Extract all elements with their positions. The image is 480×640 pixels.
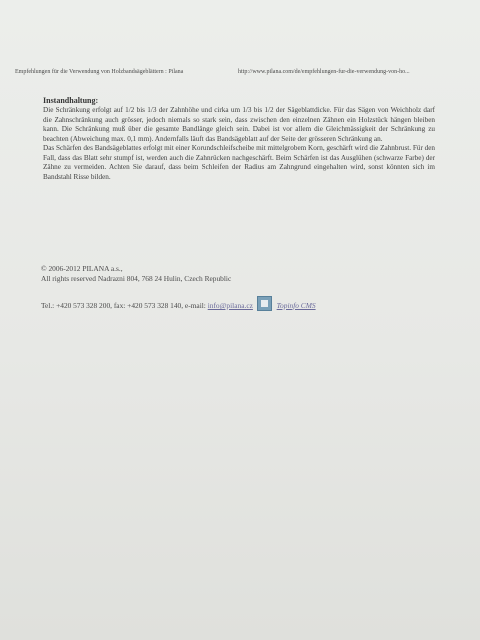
topinfo-logo-icon[interactable] <box>257 296 272 311</box>
main-content <box>43 96 435 182</box>
contact-line <box>41 296 441 311</box>
header-url: http://www.pilana.com/de/empfehlungen-fur-die-verwendung-von-ho... <box>238 69 410 75</box>
contact-text: Tel.: +420 573 328 200, fax: +420 573 328 140, e-mail: <box>41 301 206 310</box>
section-heading: Instandhaltung: <box>43 96 99 105</box>
email-link[interactable]: info@pilana.cz <box>207 301 253 310</box>
page-footer <box>41 264 441 311</box>
paragraph-sharpen: Das Schärfen des Bandsägeblattes erfolgt mit einer Korundschleifscheibe mit mittelgrobem Korn, geschärft wird die Zahnbrust. Für den Fall, dass das Blatt sehr stumpf ist, werden auch die Zahnrücken nachgeschärft. Beim Schärfen ist das Ausglühen (schwarze Farbe) der Zähne zu vermeiden. Achten Sie darauf, dass beim Schleifen der Radius am Zahngrund eingehalten wird, sonst könnten sich im Bandstahl Risse bilden. <box>43 144 436 181</box>
paragraph-set: Die Schränkung erfolgt auf 1/2 bis 1/3 der Zahnhöhe und cirka um 1/3 bis 1/2 der Sägeblattdicke. Für das Sägen von Weichholz darf die Zahnschränkung auch grösser, jedoch niemals so stark sein, dass zwischen den einzelnen Zähnen ein Holzstück hängen bleiben kann. Die Schränkung muß über die gesamte Bandlänge gleich sein. Dabei ist vor allem die Gleichmässigkeit der Schränkung zu beachten (Abweichung max. 0,1 mm). Andernfalls läuft das Bandsägeblatt auf der Seite der grösseren Schränkung an. <box>43 106 435 143</box>
cms-link[interactable]: Topinfo CMS <box>276 301 316 310</box>
header-page-title: Empfehlungen für die Verwendung von Holzbandsägeblättern : Pilana <box>15 69 184 75</box>
address-line: All rights reserved Nadrazni 804, 768 24 Hulin, Czech Republic <box>41 274 232 283</box>
copyright-line: © 2006-2012 PILANA a.s., <box>41 264 123 273</box>
